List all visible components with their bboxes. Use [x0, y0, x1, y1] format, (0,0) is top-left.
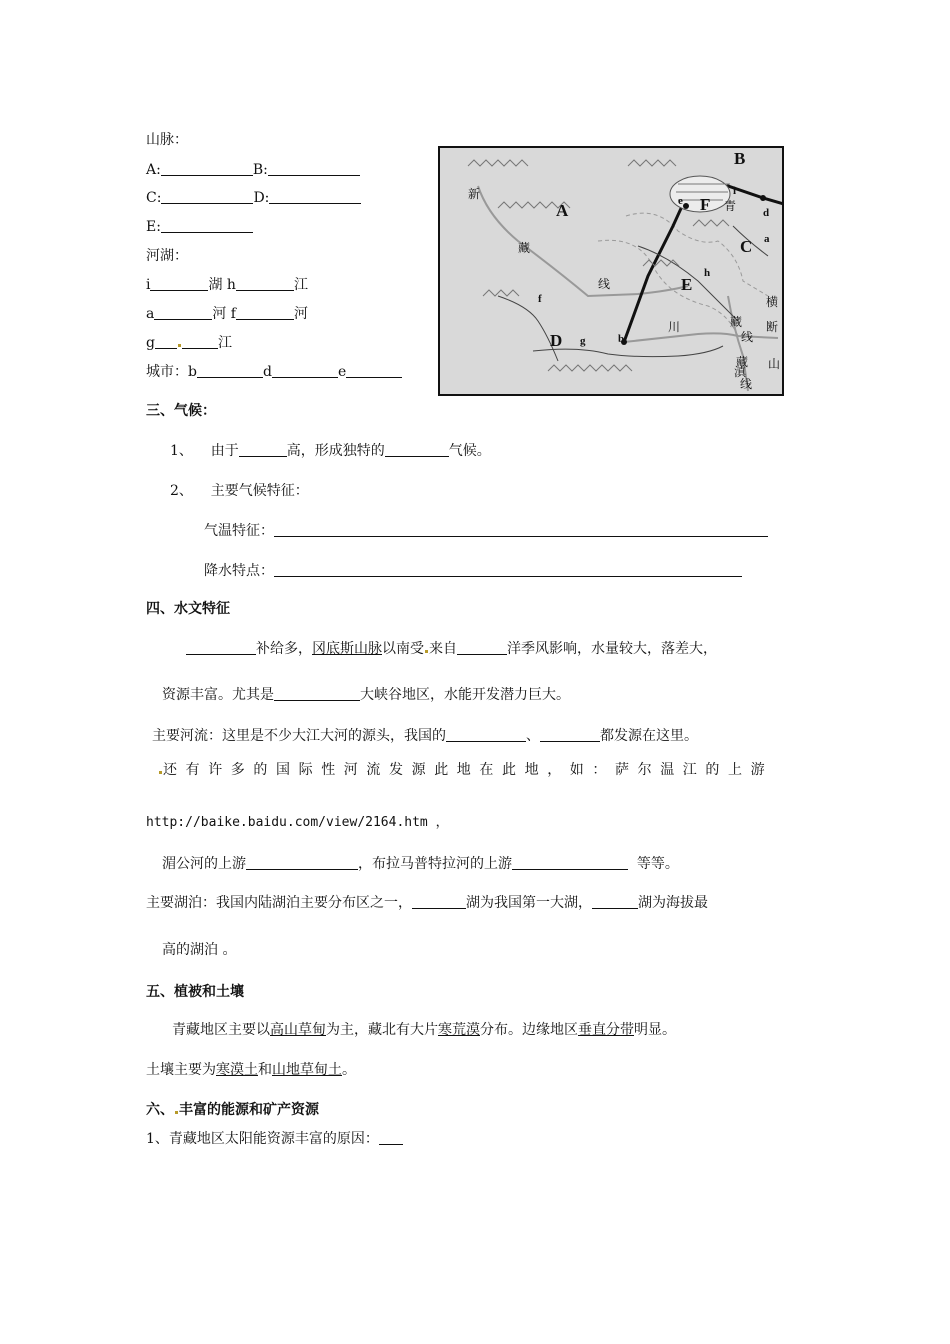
- section3-heading: 三、气候：: [146, 403, 216, 419]
- text: 大峡谷地区，水能开发潜力巨大。: [360, 687, 570, 703]
- city-dot-d: [760, 195, 766, 201]
- text: 以南受: [382, 641, 424, 657]
- vegetation-para: [172, 1021, 676, 1039]
- blank-mountain-d[interactable]: [269, 189, 361, 204]
- text: 等等。: [636, 856, 679, 872]
- blank-river-h[interactable]: [236, 276, 294, 291]
- qinghai-tibet-map: [438, 146, 784, 396]
- text: 湖为我国第一大湖，: [466, 895, 592, 911]
- cold-desert-soil-underlined: 寒漠土: [216, 1062, 258, 1078]
- river-key-g: g: [146, 335, 155, 351]
- section4-heading: 四、水文特征: [146, 601, 230, 617]
- blank-canyon[interactable]: [274, 686, 360, 701]
- blank-river-a[interactable]: [154, 305, 212, 320]
- blank-highest-lake[interactable]: [592, 894, 638, 909]
- hydro-para-6: [146, 894, 708, 912]
- map-region-label-f: F: [700, 195, 711, 214]
- blank-supply[interactable]: [186, 640, 256, 655]
- blank-precipitation[interactable]: [274, 562, 742, 577]
- city-key-b: b: [188, 364, 197, 380]
- mountain-key-c: C:: [146, 190, 162, 206]
- soil-para: [146, 1061, 356, 1079]
- text: 六、: [146, 1102, 174, 1118]
- gangdise-underlined: 冈底斯山脉: [312, 641, 382, 657]
- hydro-para-1: [186, 640, 717, 658]
- mountain-key-a: A:: [146, 162, 161, 178]
- map-region-label-c: C: [740, 237, 753, 256]
- map-text-label-5: 藏: [730, 315, 743, 329]
- text: 分布。边缘地区: [480, 1022, 578, 1038]
- cold-desert-underlined: 寒荒漠: [438, 1022, 480, 1038]
- blank-temperature[interactable]: [274, 522, 768, 537]
- blank-river-2[interactable]: [540, 727, 600, 742]
- blank-climate-type[interactable]: [385, 442, 449, 457]
- blank-city-e[interactable]: [346, 363, 402, 378]
- text: 。: [342, 1062, 356, 1078]
- river-suffix-he: 河: [294, 306, 308, 322]
- map-point-label-h: h: [704, 267, 711, 279]
- mountain-key-e: E:: [146, 219, 161, 235]
- hydro-para-2: [162, 686, 570, 704]
- blank-river-1[interactable]: [446, 727, 526, 742]
- marker-dot: [425, 650, 428, 653]
- section6-heading: [146, 1101, 319, 1119]
- text: 由于: [210, 443, 239, 459]
- rivers-lakes-label: 河湖：: [146, 248, 188, 264]
- alpine-meadow-underlined: 高山草甸: [270, 1022, 326, 1038]
- text: 主要河流：这里是不少大江大河的源头，我国的: [152, 728, 446, 744]
- city-row: [146, 363, 402, 381]
- text: 湖为海拔最: [638, 895, 708, 911]
- map-region-label-d: D: [550, 331, 563, 350]
- text: 和: [258, 1062, 272, 1078]
- hydro-para-4: [158, 761, 773, 779]
- map-point-label-e: e: [678, 195, 683, 207]
- map-region-label-e: E: [681, 275, 693, 294]
- item-number: 1、: [170, 443, 193, 459]
- blank-river-g-1[interactable]: [155, 334, 177, 349]
- climate-item-1: [170, 442, 491, 460]
- river-row-3: [146, 334, 232, 352]
- map-text-label-11: 藏: [736, 355, 749, 369]
- river-key-a: a: [146, 306, 155, 322]
- river-key-h: 湖 h: [208, 277, 236, 293]
- temperature-row: [204, 522, 768, 540]
- mountain-meadow-soil-underlined: 山地草甸土: [272, 1062, 342, 1078]
- map-text-label-4: 川: [668, 320, 681, 334]
- map-text-label-10: 滇: [734, 365, 747, 379]
- map-text-label-1: 藏: [518, 241, 531, 255]
- city-key-d: d: [262, 364, 272, 380]
- map-text-label-9: 山: [768, 357, 781, 371]
- river-suffix-jiang: 江: [293, 277, 308, 293]
- map-point-label-i: i: [733, 185, 737, 197]
- text: 高，形成独特的: [286, 443, 385, 459]
- mountain-row-ab: [146, 161, 360, 179]
- solar-question: [146, 1130, 403, 1148]
- blank-mountain-b[interactable]: [268, 161, 360, 176]
- map-point-label-b: b: [618, 333, 625, 345]
- blank-city-d[interactable]: [272, 363, 338, 378]
- mountain-row-cd: [146, 189, 361, 207]
- mountain-key-d: D:: [253, 190, 270, 206]
- map-text-label-0: 新: [468, 187, 481, 201]
- marker-dot: [178, 344, 181, 347]
- map-point-label-g: g: [580, 335, 586, 347]
- blank-mountain-c[interactable]: [161, 189, 253, 204]
- map-text-label-7: 横: [766, 295, 779, 309]
- map-region-label-b: B: [734, 149, 746, 168]
- text: 青藏地区主要以: [172, 1022, 270, 1038]
- river-key-f: 河 f: [212, 306, 236, 322]
- precipitation-row: [204, 562, 742, 580]
- city-key-e: e: [337, 364, 347, 380]
- text: 资源丰富。尤其是: [162, 687, 274, 703]
- text: 1、青藏地区太阳能资源丰富的原因：: [146, 1131, 379, 1147]
- blank-river-f[interactable]: [236, 305, 294, 320]
- blank-brahmaputra[interactable]: [512, 855, 628, 870]
- map-text-label-6: 线: [741, 330, 754, 344]
- mountain-row-e: [146, 218, 253, 236]
- text: 气候。: [448, 443, 491, 459]
- text: 主要气候特征：: [210, 483, 309, 499]
- city-dot-e: [683, 203, 689, 209]
- river-suffix-jiang-2: 江: [217, 335, 232, 351]
- mountain-key-b: B:: [252, 162, 268, 178]
- hydro-para-3: [152, 727, 698, 745]
- temperature-label: 气温特征：: [204, 523, 274, 539]
- text: 、: [526, 728, 540, 744]
- vertical-zonation-underlined: 垂直分带: [578, 1022, 634, 1038]
- text: 丰富的能源和矿产资源: [179, 1102, 319, 1118]
- blank-mountain-a[interactable]: [161, 161, 253, 176]
- cities-label: 城市：: [146, 364, 188, 380]
- map-region-label-a: A: [556, 201, 569, 220]
- blank-climate-reason[interactable]: [239, 442, 287, 457]
- blank-river-i[interactable]: [150, 276, 208, 291]
- hydro-para-5: [162, 855, 679, 873]
- section5-heading: 五、植被和土壤: [146, 984, 244, 1000]
- river-row-1: [146, 276, 308, 294]
- reference-url[interactable]: http://baike.baidu.com/view/2164.htm ，: [146, 815, 449, 830]
- map-point-label-d: d: [763, 207, 770, 219]
- text: 为主，藏北有大片: [326, 1022, 438, 1038]
- blank-mountain-e[interactable]: [161, 218, 253, 233]
- blank-river-g-2[interactable]: [182, 334, 218, 349]
- item-number: 2、: [170, 483, 193, 499]
- text: 补给多，: [256, 641, 312, 657]
- map-point-label-a: a: [764, 233, 770, 245]
- text: 土壤主要为: [146, 1062, 216, 1078]
- hydro-para-7: 高的湖泊 。: [162, 942, 237, 958]
- blank-mekong[interactable]: [246, 855, 358, 870]
- map-frame: [439, 147, 783, 395]
- blank-solar-reason[interactable]: [379, 1130, 403, 1145]
- map-text-label-3: 青: [724, 199, 737, 213]
- river-row-2: [146, 305, 308, 323]
- mountains-label: 山脉：: [146, 132, 188, 148]
- marker-dot: [175, 1111, 178, 1114]
- blank-city-b[interactable]: [197, 363, 263, 378]
- blank-ocean[interactable]: [457, 640, 507, 655]
- precipitation-label: 降水特点：: [204, 563, 274, 579]
- text: 主要湖泊：我国内陆湖泊主要分布区之一，: [146, 895, 412, 911]
- river-key-i: i: [146, 277, 151, 293]
- text: ，布拉马普特拉河的上游: [358, 856, 512, 872]
- climate-item-2: [170, 482, 309, 500]
- map-text-label-12: 线: [740, 377, 753, 391]
- map-text-label-8: 断: [766, 320, 779, 334]
- marker-dot: [159, 771, 162, 774]
- text: 湄公河的上游: [162, 856, 246, 872]
- text: 明显。: [634, 1022, 676, 1038]
- map-point-label-f: f: [538, 293, 542, 305]
- text: 都发源在这里。: [600, 728, 698, 744]
- text: 洋季风影响，水量较大，落差大，: [507, 641, 717, 657]
- blank-largest-lake[interactable]: [412, 894, 466, 909]
- text: 还有许多的国际性河流发源此地在此地，如：萨尔温江的上游: [163, 762, 774, 778]
- text: 来自: [429, 641, 457, 657]
- map-text-label-2: 线: [598, 277, 611, 291]
